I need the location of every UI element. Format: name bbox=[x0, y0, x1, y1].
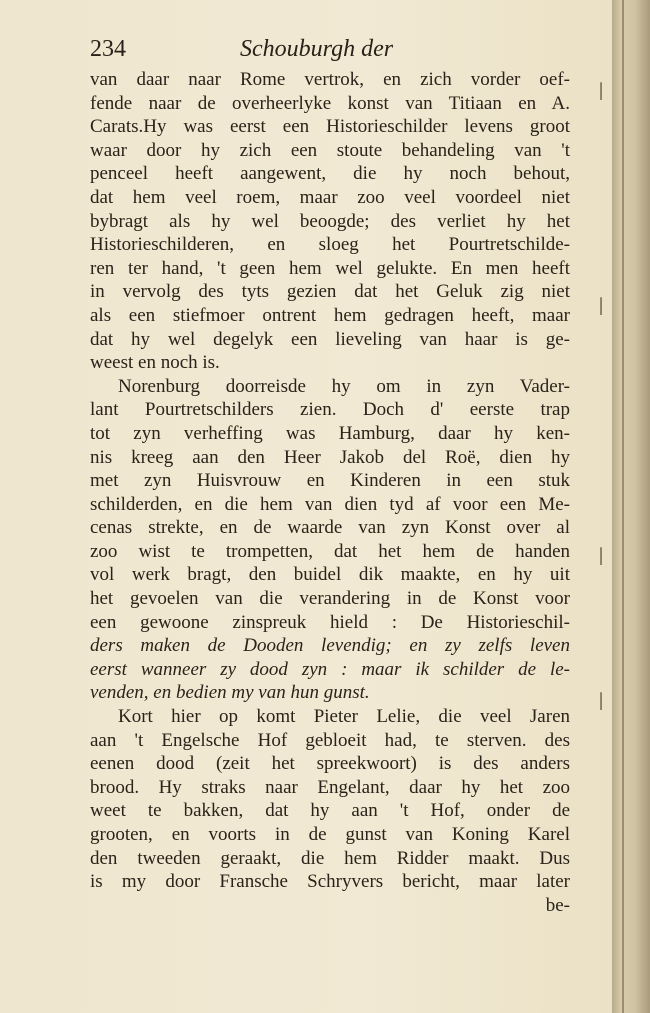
text-line: een gewoone zinspreuk hield : De Historieschil- bbox=[90, 611, 570, 633]
text-line: cenas strekte, en de waarde van zyn Konst over al bbox=[90, 517, 570, 539]
text-line: Norenburg doorreisde hy om in zyn Vader- bbox=[118, 375, 570, 397]
text-line: schilderden, en die hem van dien tyd af voor een Me- bbox=[90, 493, 570, 515]
page-header bbox=[90, 36, 570, 66]
text-line: bybragt als hy wel beoogde; des verliet hy het bbox=[90, 210, 570, 232]
text-line: brood. Hy straks naar Engelant, daar hy het zoo bbox=[90, 776, 570, 798]
text-line: den tweeden geraakt, die hem Ridder maakt. Dus bbox=[90, 847, 570, 869]
text-line: Historieschilderen, en sloeg het Pourtretschilde- bbox=[90, 234, 570, 256]
text-line: nis kreeg aan den Heer Jakob del Roë, dien hy bbox=[90, 446, 570, 468]
text-line: Carats.Hy was eerst een Historieschilder levens groot bbox=[90, 116, 570, 138]
text-line: zoo wist te trompetten, dat het hem de handen bbox=[90, 540, 570, 562]
text-line: ders maken de Dooden levendig; en zy zelfs leven bbox=[90, 635, 570, 657]
text-line: aan 't Engelsche Hof gebloeit had, te sterven. des bbox=[90, 729, 570, 751]
body-text bbox=[90, 68, 570, 917]
text-line: weet te bakken, dat hy aan 't Hof, onder de bbox=[90, 800, 570, 822]
text-line: venden, en bedien my van hun gunst. bbox=[90, 682, 370, 704]
margin-mark: | bbox=[598, 690, 605, 711]
text-line: waar door hy zich een stoute behandeling van 't bbox=[90, 139, 570, 161]
margin-mark: | bbox=[598, 80, 605, 101]
margin-mark: | bbox=[598, 545, 605, 566]
text-line: dat hem veel roem, maar zoo veel voordeel niet bbox=[90, 186, 570, 208]
text-line: eerst wanneer zy dood zyn : maar ik schilder de le- bbox=[90, 658, 570, 680]
text-line: fende naar de overheerlyke konst van Titiaan en A. bbox=[90, 92, 570, 114]
gutter-edge bbox=[622, 0, 624, 1013]
margin-mark: | bbox=[598, 295, 605, 316]
text-line: met zyn Huisvrouw en Kinderen in een stuk bbox=[90, 470, 570, 492]
text-line: het gevoelen van die verandering in de Konst voor bbox=[90, 588, 570, 610]
text-line: ren ter hand, 't geen hem wel gelukte. En men heeft bbox=[90, 257, 570, 279]
text-line: lant Pourtretschilders zien. Doch d' eerste trap bbox=[90, 399, 570, 421]
text-line: weest en noch is. bbox=[90, 352, 220, 374]
page-number: 234 bbox=[90, 36, 126, 62]
text-line: als een stiefmoer ontrent hem gedragen heeft, maar bbox=[90, 304, 570, 326]
text-line: dat hy wel degelyk een lieveling van haar is ge- bbox=[90, 328, 570, 350]
text-line: grooten, en voorts in de gunst van Koning Karel bbox=[90, 824, 570, 845]
text-line: eenen dood (zeit het spreekwoort) is des anders bbox=[90, 753, 570, 775]
text-line: Kort hier op komt Pieter Lelie, die veel Jaren bbox=[118, 706, 570, 728]
text-line: vol werk bragt, den buidel dik maakte, en hy uit bbox=[90, 564, 570, 586]
catchword: be- bbox=[545, 894, 570, 916]
page-gutter bbox=[612, 0, 650, 1013]
text-line: van daar naar Rome vertrok, en zich vorder oef- bbox=[90, 69, 570, 90]
text-line: tot zyn verheffing was Hamburg, daar hy ken- bbox=[90, 422, 570, 444]
running-title: Schouburgh der bbox=[240, 36, 394, 62]
text-line: penceel heeft aangewent, die hy noch behout, bbox=[90, 163, 570, 185]
text-line: in vervolg des tyts gezien dat het Geluk zig niet bbox=[90, 281, 570, 303]
text-line: is my door Fransche Schryvers bericht, maar later bbox=[90, 871, 570, 893]
